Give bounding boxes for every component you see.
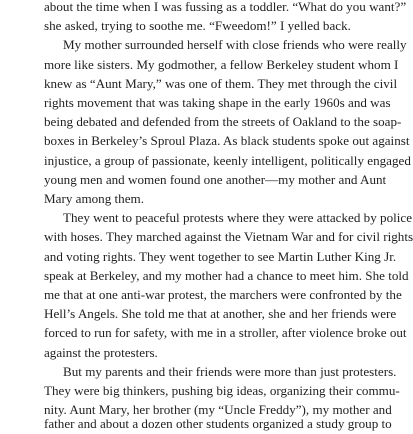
text-line: Hell’s Angels. She told me that at another, she and her friends were	[44, 306, 397, 322]
text-line: They were big thinkers, pushing big ideas, organizing their commu-	[44, 383, 400, 399]
text-line: rights movement that was taking shape in the early 1960s and was	[44, 95, 391, 111]
text-line: boxes in Berkeley’s Sproul Plaza. As black students spoke out against	[44, 133, 410, 149]
text-line: Mary among them.	[44, 191, 144, 207]
text-line: injustice, a group of passionate, keenly intelligent, politically engaged	[44, 152, 411, 168]
text-line: knew as “Aunt Mary,” was one of them. They met through the civil	[44, 75, 398, 91]
paragraph	[44, 0, 407, 35]
text-line: speak at Berkeley, and my mother had a chance to meet him. She told	[44, 267, 409, 283]
text-line: They went to peaceful protests where they were attacked by police	[63, 210, 413, 226]
text-line: being debated and defended from the streets of Oakland to the soap-	[44, 114, 402, 130]
text-line: father and about a dozen other students organized a study group to	[44, 416, 392, 432]
text-line: forced to run for safety, with me in a stroller, after violence broke out	[44, 325, 407, 341]
paragraph	[44, 362, 400, 432]
text-line: But my parents and their friends were more than just protesters.	[63, 363, 397, 379]
paragraph	[44, 208, 413, 362]
text-line: against the protesters.	[44, 344, 158, 360]
text-line: me that at one anti-war protest, the marchers were confronted by the	[44, 287, 402, 303]
text-line: she asked, trying to soothe me. “Fweedom!” I yelled back.	[44, 18, 351, 34]
cut-off-line-wrapper	[44, 416, 392, 432]
text-line: with hoses. They marched against the Vietnam War and for civil rights	[44, 229, 413, 245]
text-line: about the time when I was fussing as a toddler. “What do you want?”	[44, 0, 407, 14]
text-line: and voting rights. They went together to see Martin Luther King Jr.	[44, 248, 397, 264]
text-line: young men and women found one another—my mother and Aunt	[44, 171, 387, 187]
body-text	[44, 0, 413, 432]
text-line: My mother surrounded herself with close friends who were really	[63, 37, 407, 53]
text-line: more like sisters. My godmother, a fellow Berkeley student whom I	[44, 56, 399, 72]
paragraph	[44, 35, 411, 208]
text-line: nity. Aunt Mary, her brother (my “Uncle Freddy”), my mother and	[44, 402, 392, 418]
